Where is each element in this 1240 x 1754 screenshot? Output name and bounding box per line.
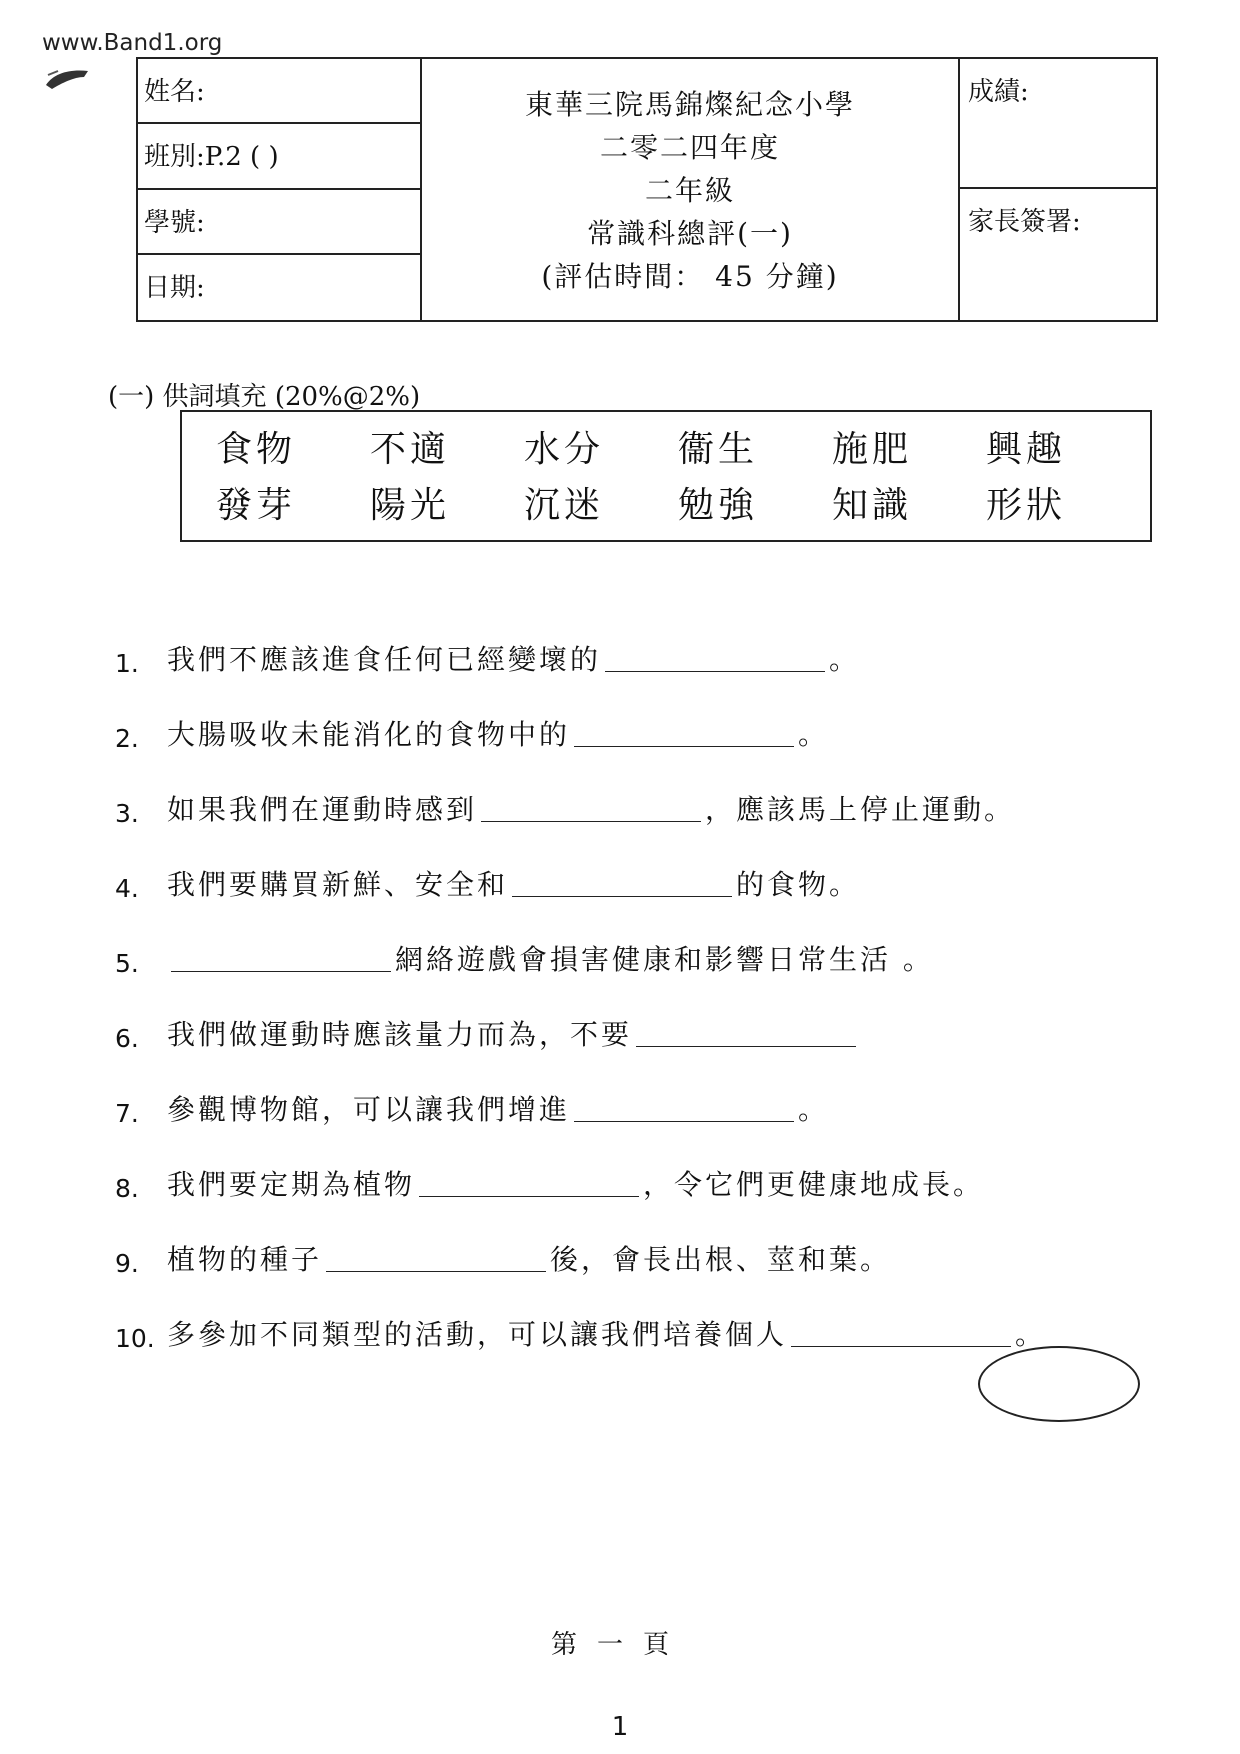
question-number: 10. xyxy=(115,1324,155,1353)
answer-blank[interactable] xyxy=(419,1195,639,1197)
score-column xyxy=(958,59,1156,320)
word-bank-item: 發芽 xyxy=(216,485,297,526)
question-10 xyxy=(115,1278,1135,1353)
student-number-field: 學號: xyxy=(138,190,420,255)
word-bank-item: 食物 xyxy=(216,429,297,470)
school-year: 二零二四年度 xyxy=(599,131,780,164)
question-number: 1. xyxy=(115,649,139,678)
question-text-after: 的食物。 xyxy=(736,868,861,901)
word-bank-item: 施肥 xyxy=(832,429,913,470)
score-field: 成績: xyxy=(960,59,1156,189)
question-9 xyxy=(115,1203,1135,1278)
question-text-before: 參觀博物館，可以讓我們增進 xyxy=(167,1093,571,1126)
question-6 xyxy=(115,978,1135,1053)
question-text-before: 我們做運動時應該量力而為，不要 xyxy=(167,1018,633,1051)
word-bank-item: 不適 xyxy=(370,429,451,470)
school-name: 東華三院馬錦燦紀念小學 xyxy=(524,88,855,121)
answer-blank[interactable] xyxy=(574,745,794,747)
section-title: (一) 供詞填充 (20%@2%) xyxy=(108,382,421,412)
question-4 xyxy=(115,828,1135,903)
question-text-after: ，應該馬上停止運動。 xyxy=(705,793,1016,826)
answer-blank[interactable] xyxy=(481,820,701,822)
question-text-after: ，令它們更健康地成長。 xyxy=(643,1168,985,1201)
page-label: 第一頁 xyxy=(550,1630,689,1660)
question-text-after: 網絡遊戲會損害健康和影響日常生活 。 xyxy=(395,943,934,976)
question-text-before: 植物的種子 xyxy=(167,1243,323,1276)
ink-smudge-mark xyxy=(44,67,90,91)
header-table xyxy=(136,57,1158,322)
word-bank-item: 興趣 xyxy=(986,429,1067,470)
word-bank-item: 衞生 xyxy=(678,429,759,470)
parent-signature-field: 家長簽署: xyxy=(968,207,1081,237)
question-text-after: 。 xyxy=(798,718,830,751)
question-text-before: 大腸吸收未能消化的食物中的 xyxy=(167,718,571,751)
question-7 xyxy=(115,1053,1135,1128)
site-watermark-url: www.Band1.org xyxy=(42,30,223,56)
exam-duration: (評估時間： 45 分鐘) xyxy=(541,260,839,293)
answer-blank[interactable] xyxy=(326,1270,546,1272)
question-number: 4. xyxy=(115,874,139,903)
word-bank-item: 水分 xyxy=(524,429,605,470)
word-bank-item: 形狀 xyxy=(986,485,1067,526)
question-text-before: 我們要購買新鮮、安全和 xyxy=(167,868,509,901)
word-bank-item: 勉強 xyxy=(678,485,759,526)
answer-blank[interactable] xyxy=(636,1045,856,1047)
question-number: 2. xyxy=(115,724,139,753)
question-number: 7. xyxy=(115,1099,139,1128)
question-number: 3. xyxy=(115,799,139,828)
question-number: 9. xyxy=(115,1249,139,1278)
grade-level: 二年級 xyxy=(644,174,735,207)
student-info-column xyxy=(138,59,422,320)
question-text-after: 。 xyxy=(829,643,861,676)
question-text-after: 。 xyxy=(798,1093,830,1126)
question-text-before: 我們要定期為植物 xyxy=(167,1168,416,1201)
question-3 xyxy=(115,753,1135,828)
question-text-before: 我們不應該進食任何已經變壞的 xyxy=(167,643,602,676)
word-bank-item: 陽光 xyxy=(370,485,451,526)
word-bank-item: 沉迷 xyxy=(524,485,605,526)
name-field: 姓名: xyxy=(138,59,420,124)
exam-title-block xyxy=(422,59,958,320)
question-2 xyxy=(115,678,1135,753)
answer-blank[interactable] xyxy=(512,895,732,897)
word-bank-item: 知識 xyxy=(832,485,913,526)
date-field: 日期: xyxy=(144,272,205,303)
word-bank xyxy=(180,410,1152,542)
question-text-before: 如果我們在運動時感到 xyxy=(167,793,478,826)
answer-blank[interactable] xyxy=(574,1120,794,1122)
question-number: 8. xyxy=(115,1174,139,1203)
class-field: 班別:P.2 ( ) xyxy=(138,124,420,189)
page-number: 1 xyxy=(611,1712,629,1742)
question-8 xyxy=(115,1128,1135,1203)
question-text-after: 。 xyxy=(1015,1318,1047,1351)
exam-title: 常識科總評(一) xyxy=(587,217,793,250)
question-text-before: 多參加不同類型的活動，可以讓我們培養個人 xyxy=(167,1318,788,1351)
question-5 xyxy=(115,903,1135,978)
answer-blank[interactable] xyxy=(605,670,825,672)
score-oval xyxy=(978,1346,1140,1422)
question-number: 6. xyxy=(115,1024,139,1053)
question-text-after: 後，會長出根、莖和葉。 xyxy=(550,1243,892,1276)
question-number: 5. xyxy=(115,949,139,978)
answer-blank[interactable] xyxy=(791,1345,1011,1347)
answer-blank[interactable] xyxy=(171,970,391,972)
question-1 xyxy=(115,603,1135,678)
question-list xyxy=(115,603,1135,1353)
